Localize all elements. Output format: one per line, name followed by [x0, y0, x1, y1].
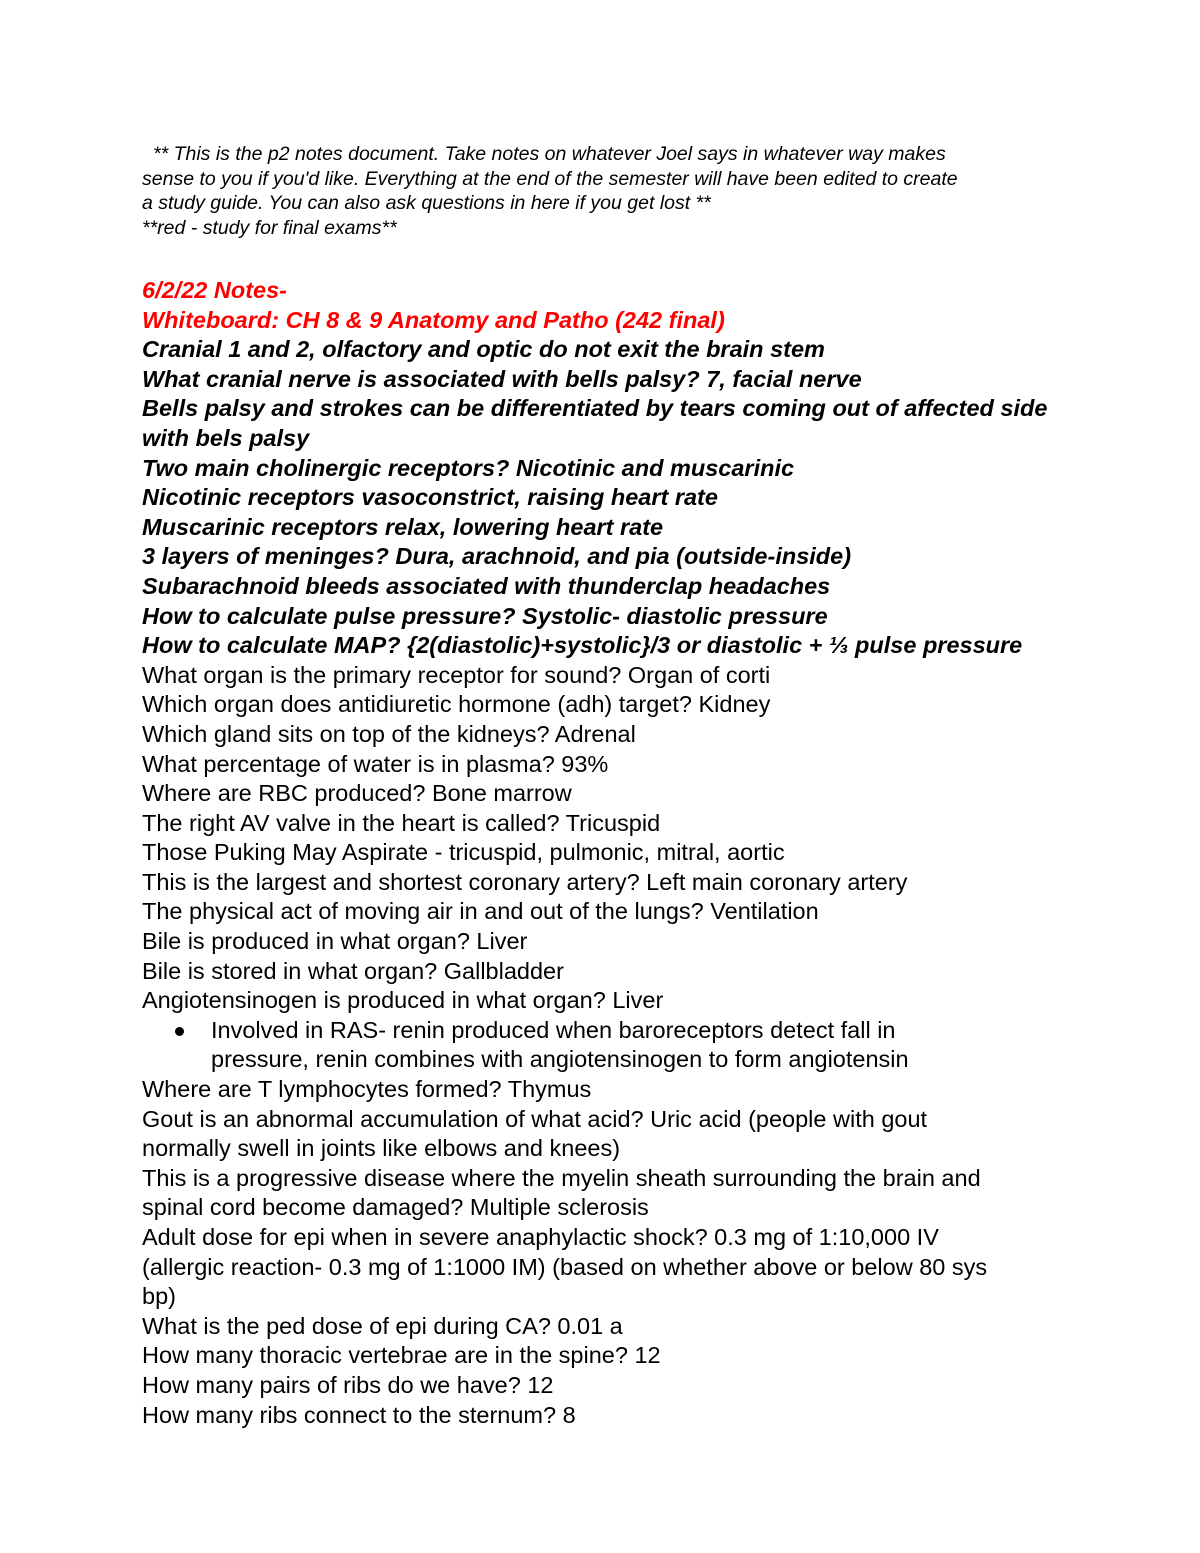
note-line: 3 layers of meninges? Dura, arachnoid, and pia (outside-inside): [142, 543, 852, 570]
note-line: Subarachnoid bleeds associated with thunderclap headaches: [142, 572, 831, 599]
note-line: with bels palsy: [142, 424, 310, 451]
note-line: What cranial nerve is associated with bells palsy? 7, facial nerve: [142, 365, 862, 392]
intro-block: [142, 142, 1072, 240]
note-line: How to calculate MAP? {2(diastolic)+systolic}/3 or diastolic + ⅓ pulse pressure: [142, 632, 1023, 659]
note-line: bp): [142, 1283, 176, 1310]
note-line: normally swell in joints like elbows and knees): [142, 1135, 621, 1162]
note-line: Bile is stored in what organ? Gallbladder: [142, 957, 564, 984]
document-page: [142, 142, 1072, 1430]
note-line: Nicotinic receptors vasoconstrict, raising heart rate: [142, 484, 718, 511]
plain-notes-a: [142, 661, 1072, 1016]
note-line: Those Puking May Aspirate - tricuspid, pulmonic, mitral, aortic: [142, 839, 785, 866]
bold-italic-notes: [142, 335, 1072, 661]
note-line: Two main cholinergic receptors? Nicotinic and muscarinic: [142, 454, 795, 481]
note-line: How many pairs of ribs do we have? 12: [142, 1371, 554, 1398]
date-heading: 6/2/22 Notes-: [142, 277, 287, 303]
note-line: Bells palsy and strokes can be differentiated by tears coming out of affected side: [142, 395, 1048, 422]
note-line: Which organ does antidiuretic hormone (adh) target? Kidney: [142, 691, 771, 718]
note-line: How many thoracic vertebrae are in the spine? 12: [142, 1342, 661, 1369]
bullet-text-line: Involved in RAS- renin produced when baroreceptors detect fall in: [211, 1016, 896, 1043]
spacer: [142, 240, 1072, 276]
note-line: Bile is produced in what organ? Liver: [142, 928, 528, 955]
note-line: Where are T lymphocytes formed? Thymus: [142, 1076, 592, 1103]
bullet-text-line: pressure, renin combines with angiotensinogen to form angiotensin: [211, 1046, 909, 1073]
note-line: Cranial 1 and 2, olfactory and optic do not exit the brain stem: [142, 336, 825, 363]
note-line: The physical act of moving air in and out of the lungs? Ventilation: [142, 898, 819, 925]
note-line: How many ribs connect to the sternum? 8: [142, 1401, 576, 1428]
note-line: What organ is the primary receptor for sound? Organ of corti: [142, 661, 771, 688]
whiteboard-heading: Whiteboard: CH 8 & 9 Anatomy and Patho (242 final): [142, 306, 725, 333]
note-line: spinal cord become damaged? Multiple sclerosis: [142, 1194, 649, 1221]
intro-red-study-note: **red - study for final exams**: [142, 216, 397, 239]
bullet-dot-icon: [175, 1027, 184, 1036]
intro-line: ** This is the p2 notes document. Take notes on whatever Joel says in whatever way makes: [153, 143, 946, 165]
note-line: This is the largest and shortest coronary artery? Left main coronary artery: [142, 868, 908, 895]
note-line: What is the ped dose of epi during CA? 0.01 a: [142, 1312, 623, 1339]
note-line: Where are RBC produced? Bone marrow: [142, 780, 572, 807]
note-line: (allergic reaction- 0.3 mg of 1:1000 IM) (based on whether above or below 80 sys: [142, 1253, 988, 1280]
note-line: Muscarinic receptors relax, lowering heart rate: [142, 513, 664, 540]
note-line: Angiotensinogen is produced in what organ? Liver: [142, 987, 664, 1014]
plain-notes-b: [142, 1075, 1072, 1430]
note-line: Gout is an abnormal accumulation of what acid? Uric acid (people with gout: [142, 1105, 928, 1132]
note-line: What percentage of water is in plasma? 93%: [142, 750, 609, 777]
bullet-list-item: [142, 1016, 1072, 1075]
note-line: Adult dose for epi when in severe anaphylactic shock? 0.3 mg of 1:10,000 IV: [142, 1224, 939, 1250]
intro-line: sense to you if you'd like. Everything at the end of the semester will have been edited to create: [142, 167, 958, 190]
note-line: This is a progressive disease where the myelin sheath surrounding the brain and: [142, 1164, 981, 1191]
note-line: The right AV valve in the heart is called? Tricuspid: [142, 809, 661, 836]
note-line: How to calculate pulse pressure? Systolic- diastolic pressure: [142, 602, 828, 629]
intro-line: a study guide. You can also ask questions in here if you get lost **: [142, 192, 711, 214]
note-line: Which gland sits on top of the kidneys? Adrenal: [142, 720, 636, 747]
